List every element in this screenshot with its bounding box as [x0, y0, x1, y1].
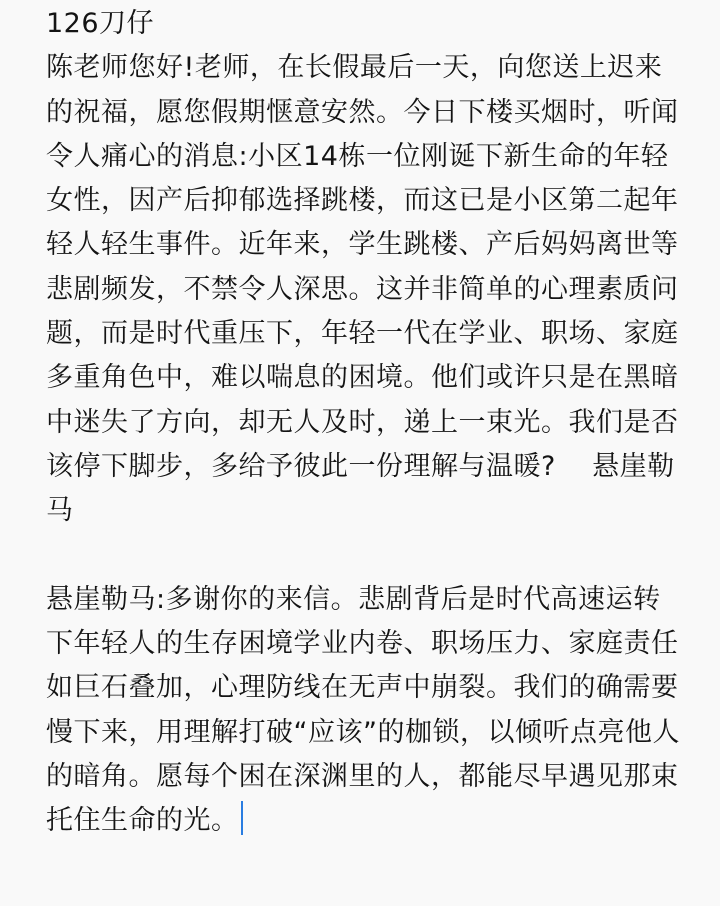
letter-paragraph[interactable]: 陈老师您好!老师，在长假最后一天，向您送上迟来的祝福，愿您假期惬意安然。今日下楼买烟时，听闻令人痛心的消息:小区14栋一位刚诞下新生命的年轻女性，因产后抑郁选择跳楼，而这已是小区第二起年轻人轻生事件。近年来，学生跳楼、产后妈妈离世等悲剧频发，不禁令人深思。这并非简单的心理素质问题，而是时代重压下，年轻一代在学业、职场、家庭多重角色中，难以喘息的困境。他们或许只是在黑暗中迷失了方向，却无人及时，递上一束光。我们是否该停下脚步，多给予彼此一份理解与温暖? 悬崖勒马 [46, 52, 679, 527]
reply-paragraph[interactable] [46, 578, 686, 844]
reply-text: 悬崖勒马:多谢你的来信。悲剧背后是时代高速运转下年轻人的生存困境学业内卷、职场压力、家庭责任如巨石叠加，心理防线在无声中崩裂。我们的确需要慢下来，用理解打破“应该”的枷锁，以倾听点亮他人的暗角。愿每个困在深渊里的人，都能尽早遇见那束托住生命的光。 [46, 583, 680, 837]
text-cursor [241, 801, 243, 835]
note-title[interactable]: 126刀仔 [46, 8, 155, 39]
blank-line [46, 534, 686, 578]
note-editor[interactable] [46, 2, 686, 844]
